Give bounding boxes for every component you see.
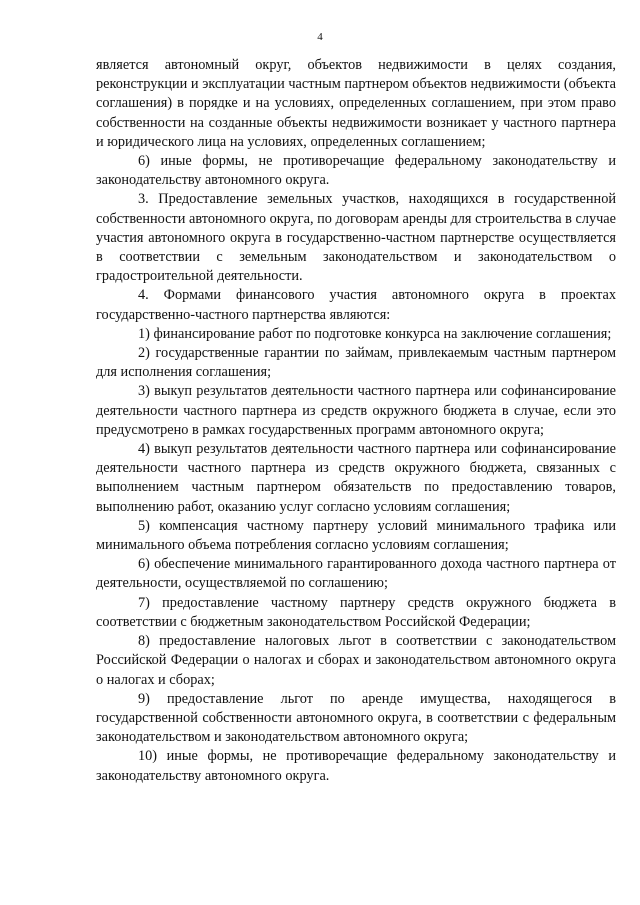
list-item-8: 8) предоставление налоговых льгот в соответствии с законодательством Российской Федерации о налогах и сборах и законодательством автономного округа о налогах и сборах; (96, 633, 616, 688)
list-item-1: 1) финансирование работ по подготовке конкурса на заключение соглашения; (138, 325, 612, 342)
list-item-10: 10) иные формы, не противоречащие федеральному законодательству и законодательству автономного округа. (96, 748, 616, 784)
page-number: 4 (317, 31, 323, 43)
paragraph-clause-3-land-plots: 3. Предоставление земельных участков, находящихся в государственной собственности автономного округа, по договорам аренды для строительства в случае участия автономного округа в государственно-частном партнерстве осуществляется в соответствии с земельным законодательством и законодательством о градостроительной деятельности. (96, 191, 616, 285)
paragraph-item-6-other-forms: 6) иные формы, не противоречащие федеральному законодательству и законодательству автономного округа. (96, 153, 616, 189)
list-item-5: 5) компенсация частному партнеру условий минимального трафика или минимального объема потребления согласно условиям соглашения; (96, 517, 616, 554)
list-item-3: 3) выкуп результатов деятельности частного партнера или софинансирование деятельности частного партнера из средств окружного бюджета в случае, если это предусмотрено в рамках государственных программ автономного округа; (96, 383, 616, 438)
list-item-9: 9) предоставление льгот по аренде имущества, находящегося в государственной собственности автономного округа, в соответствии с федеральным законодательством и законодательством автономного округа; (96, 690, 616, 746)
list-item-6: 6) обеспечение минимального гарантированного дохода частного партнера от деятельности, осуществляемой по соглашению; (96, 556, 616, 592)
paragraph-clause-4-financial-forms: 4. Формами финансового участия автономного округа в проектах государственно-частного партнерства являются: (96, 287, 616, 323)
list-item-7: 7) предоставление частному партнеру средств окружного бюджета в соответствии с бюджетным законодательством Российской Федерации; (96, 594, 616, 630)
list-item-4: 4) выкуп результатов деятельности частного партнера или софинансирование деятельности частного партнера из средств окружного бюджета, связанных с выполнением частным партнером обязательств по предоставлению товаров, выполнению работ, оказанию услуг согласно условиям соглашения; (96, 441, 616, 515)
document-body (96, 56, 616, 786)
paragraph-continuation: является автономный округ, объектов недвижимости в целях создания, реконструкции и эксплуатации частным партнером объектов недвижимости (объекта соглашения) в порядке и на условиях, определенных соглашением, при этом право собственности на созданные объекты недвижимости возникает у частного партнера и юридического лица на условиях, определенных соглашением; (96, 57, 616, 150)
list-item-2: 2) государственные гарантии по займам, привлекаемым частным партнером для исполнения соглашения; (96, 345, 616, 381)
